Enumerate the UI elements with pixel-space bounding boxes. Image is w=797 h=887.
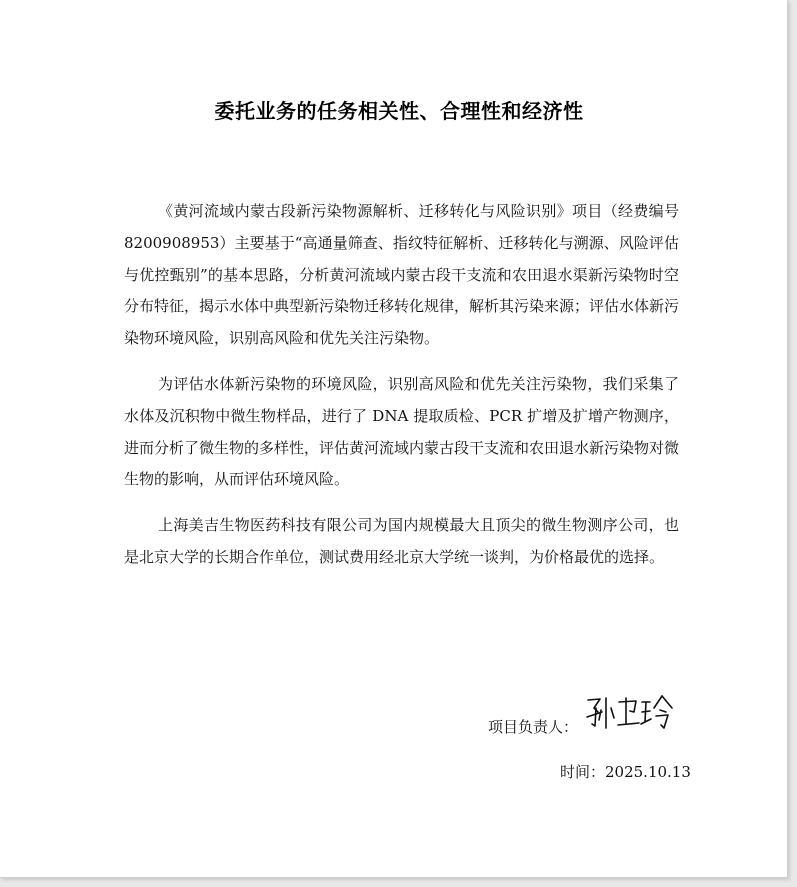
document-body [124,196,679,588]
handwritten-signature [584,690,676,734]
signer-label: 项目负责人： [488,718,579,736]
signing-date: 时间：2025.10.13 [560,763,691,781]
paragraph-sampling-purpose: 为评估水体新污染物的环境风险，识别高风险和优先关注污染物，我们采集了水体及沉积物中微生物样品，进行了 DNA 提取质检、PCR 扩增及扩增产物测序，进而分析了微生物的多样性，评估黄河流域内蒙古段干支流和农田退水新污染物对微生物的影响，从而评估环境风险。 [124,374,680,489]
paragraph-project-overview: 《黄河流域内蒙古段新污染物源解析、迁移转化与风险识别》项目（经费编号 8200908953）主要基于“高通量筛查、指纹特征解析、迁移转化与溯源、风险评估与优控甄别”的基本思路，分析黄河流域内蒙古段干支流和农田退水渠新污染物时空分布特征，揭示水体中典型新污染物迁移转化规律，解析其污染来源；评估水体新污染物环境风险，识别高风险和优先关注污染物。 [124,202,680,348]
document-title: 委托业务的任务相关性、合理性和经济性 [214,99,584,123]
paragraph-vendor-justification: 上海美吉生物医药科技有限公司为国内规模最大且顶尖的微生物测序公司，也是北京大学的长期合作单位，测试费用经北京大学统一谈判，为价格最优的选择。 [124,516,679,566]
